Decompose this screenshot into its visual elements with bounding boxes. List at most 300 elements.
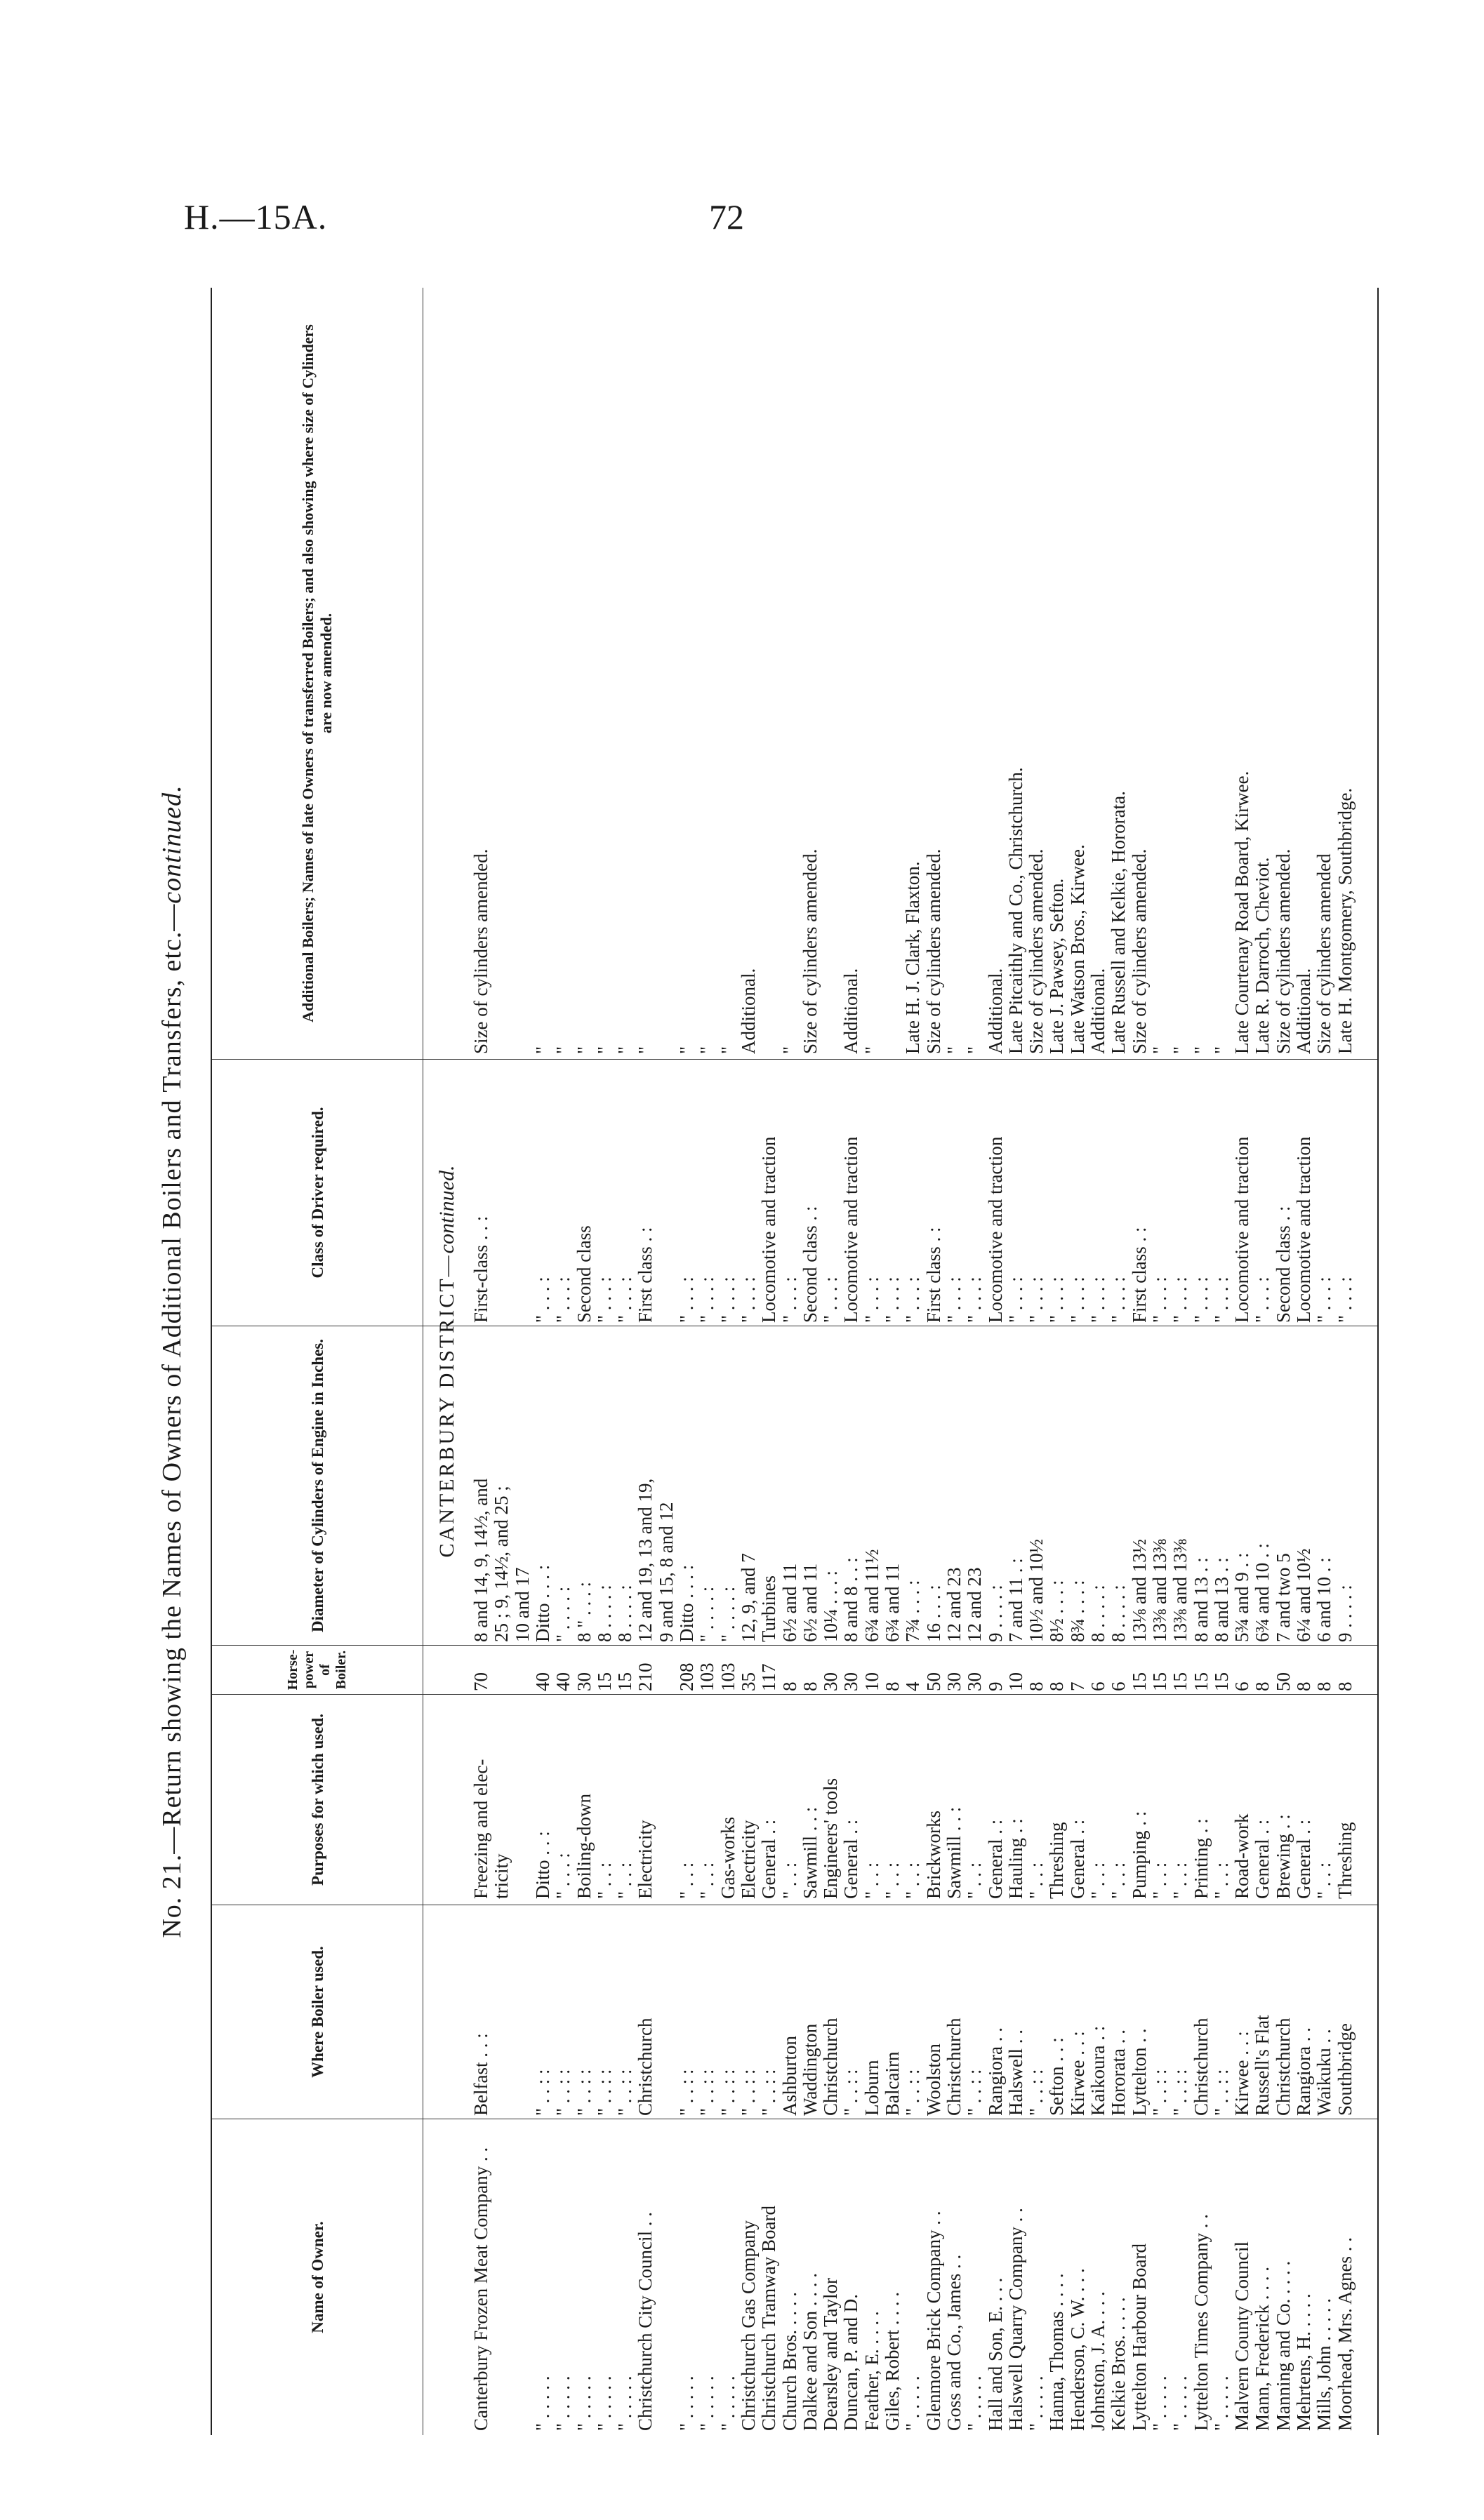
- class-cell: " . . . :: [902, 1276, 924, 1323]
- owner-cell: Hanna, Thomas . . . .: [1046, 2273, 1068, 2431]
- horsepower-cell: 6: [1231, 1681, 1253, 1691]
- table-row: [491, 288, 512, 2435]
- horsepower-cell: 8: [1313, 1681, 1335, 1691]
- where-cell: Loburn: [861, 2060, 882, 2116]
- purpose-cell: Road-work: [1231, 1813, 1253, 1899]
- additional-cell: Late Courtenay Road Board, Kirwee.: [1231, 771, 1253, 1054]
- table-row: [656, 288, 677, 2435]
- class-cell: [512, 1067, 534, 1323]
- where-cell: " . . : :: [552, 2069, 574, 2116]
- owner-cell: " . . . . .: [552, 2375, 574, 2431]
- where-cell: Christchurch: [1190, 2018, 1212, 2116]
- owner-cell: Manning and Co. . . . .: [1272, 2260, 1294, 2431]
- horsepower-cell: 30: [964, 1672, 986, 1691]
- where-cell: Lyttelton . .: [1128, 2028, 1150, 2116]
- table-row: [594, 288, 616, 2435]
- where-cell: Woolston: [922, 2044, 944, 2116]
- additional-cell: [882, 289, 903, 1054]
- class-cell: " . . . :: [882, 1276, 903, 1323]
- class-cell: Locomotive and traction: [758, 1136, 780, 1323]
- purpose-cell: " . . :: [861, 1862, 882, 1899]
- diameter-cell: 8 " . . . :: [573, 1581, 595, 1642]
- additional-cell: Late J. Pawsey, Sefton.: [1046, 878, 1068, 1054]
- additional-cell: Additional.: [984, 968, 1006, 1054]
- diameter-cell: 16 . . . :: [922, 1585, 944, 1642]
- where-cell: Christchurch: [820, 2018, 842, 2116]
- class-cell: " . . . :: [1108, 1276, 1129, 1323]
- class-cell: " . . . :: [964, 1276, 986, 1323]
- table-row: [1334, 288, 1356, 2435]
- owner-cell: " . . . . .: [696, 2375, 718, 2431]
- diameter-cell: 8 and 13 . :: [1210, 1557, 1232, 1642]
- table-row: [779, 288, 801, 2435]
- class-cell: " . . . :: [1313, 1276, 1335, 1323]
- purpose-cell: " . . :: [1170, 1862, 1191, 1899]
- table-row: [943, 288, 965, 2435]
- additional-cell: Additional.: [1293, 968, 1314, 1054]
- horsepower-cell: 208: [676, 1662, 697, 1691]
- purpose-cell: tricity: [491, 1853, 512, 1899]
- where-cell: [512, 1910, 534, 2116]
- additional-cell: Size of cylinders amended.: [799, 848, 821, 1054]
- purpose-cell: " . . :: [1148, 1862, 1170, 1899]
- owner-cell: Goss and Co., James . .: [943, 2254, 965, 2431]
- table-row: [1191, 288, 1212, 2435]
- where-cell: " . . : :: [717, 2069, 738, 2116]
- class-cell: " . . . :: [614, 1276, 636, 1323]
- where-cell: " . . : :: [902, 2069, 924, 2116]
- table-row: [1170, 288, 1191, 2435]
- table-row: [923, 288, 945, 2435]
- diameter-cell: 9 and 15, 8 and 12: [655, 1502, 677, 1642]
- purpose-cell: " . . :: [593, 1862, 615, 1899]
- owner-cell: Johnston, J. A. . . .: [1087, 2291, 1108, 2431]
- additional-cell: [820, 289, 842, 1054]
- purpose-cell: Brewing . :: [1272, 1814, 1294, 1899]
- horsepower-cell: 30: [820, 1672, 842, 1691]
- owner-cell: Christchurch Gas Company: [737, 2220, 759, 2431]
- additional-cell: ": [717, 1046, 738, 1054]
- diameter-cell: 10¼ . . . :: [820, 1570, 842, 1642]
- class-cell: " . . . :: [676, 1276, 697, 1323]
- table-row: [882, 288, 903, 2435]
- where-cell: Rangiora . .: [984, 2027, 1006, 2116]
- where-cell: " . . : :: [614, 2069, 636, 2116]
- purpose-cell: " . . :: [614, 1862, 636, 1899]
- owner-cell: Lyttelton Times Company . .: [1190, 2213, 1212, 2431]
- where-cell: " . . : :: [758, 2069, 780, 2116]
- table-row: [676, 288, 698, 2435]
- additional-cell: ": [779, 1046, 800, 1054]
- additional-cell: Late Watson Bros., Kirwee.: [1066, 844, 1088, 1054]
- col-header-diameter: Diameter of Cylinders of Engine in Inches.: [212, 1326, 423, 1646]
- additional-cell: Size of cylinders amended.: [470, 848, 491, 1054]
- class-cell: Locomotive and traction: [840, 1136, 862, 1323]
- class-cell: Locomotive and traction: [1293, 1136, 1314, 1323]
- additional-cell: Late Russell and Kelkie, Hororata.: [1108, 791, 1129, 1054]
- table-row: [1149, 288, 1171, 2435]
- table-row: [1313, 288, 1335, 2435]
- owner-cell: Mann, Frederick . . . .: [1252, 2267, 1273, 2431]
- class-cell: Second class . :: [799, 1206, 821, 1323]
- class-cell: Second class: [573, 1225, 595, 1323]
- where-cell: " . . : :: [737, 2069, 759, 2116]
- diameter-cell: 9 . . . . :: [1334, 1585, 1356, 1642]
- purpose-cell: Engineers' tools: [820, 1778, 842, 1899]
- table-row: [696, 288, 718, 2435]
- horsepower-cell: 10: [861, 1672, 882, 1691]
- purpose-cell: [656, 1699, 677, 1899]
- purpose-cell: Electricity: [737, 1820, 759, 1899]
- horsepower-cell: 40: [531, 1672, 553, 1691]
- table-row: [985, 288, 1007, 2435]
- diameter-cell: Turbines: [758, 1575, 780, 1642]
- owner-cell: Malvern County Council: [1231, 2241, 1253, 2431]
- diameter-cell: 8 and 8 . . :: [840, 1557, 862, 1642]
- table-row: [1252, 288, 1273, 2435]
- diameter-cell: 13⅜ and 13⅜: [1170, 1539, 1191, 1642]
- diameter-cell: 8 . . . . :: [614, 1585, 636, 1642]
- additional-cell: ": [635, 1046, 656, 1054]
- additional-cell: ": [964, 1046, 986, 1054]
- class-cell: " . . . :: [1190, 1276, 1212, 1323]
- additional-cell: ": [1190, 1046, 1212, 1054]
- owner-cell: " . . . . .: [717, 2375, 738, 2431]
- owner-cell: " . . . . .: [1148, 2375, 1170, 2431]
- additional-cell: Size of cylinders amended.: [922, 848, 944, 1054]
- purpose-cell: " . . :: [779, 1862, 800, 1899]
- additional-cell: Size of cylinders amended.: [1272, 848, 1294, 1054]
- where-cell: Southbridge: [1334, 2023, 1356, 2116]
- diameter-cell: 8 . . . . :: [1087, 1585, 1108, 1642]
- owner-cell: " . . . . .: [614, 2375, 636, 2431]
- horsepower-cell: 15: [1210, 1672, 1232, 1691]
- owner-cell: Giles, Robert . . . .: [882, 2292, 903, 2431]
- table-row: [1129, 288, 1151, 2435]
- additional-cell: ": [614, 1046, 636, 1054]
- diameter-cell: " . . . . :: [552, 1586, 574, 1642]
- title-continued: continued.: [157, 785, 187, 904]
- diameter-cell: 7¾ . . . :: [902, 1580, 924, 1642]
- additional-cell: ": [676, 1046, 697, 1054]
- horsepower-cell: 117: [758, 1663, 780, 1691]
- horsepower-cell: [656, 1648, 677, 1691]
- class-cell: " . . . :: [531, 1276, 553, 1323]
- diameter-cell: 10½ and 10½: [1026, 1539, 1047, 1642]
- class-cell: " . . . :: [593, 1276, 615, 1323]
- table-row: [1293, 288, 1315, 2435]
- owner-cell: Mills, John . . . . .: [1313, 2298, 1335, 2431]
- owner-cell: Halswell Quarry Company . .: [1005, 2208, 1026, 2431]
- table-row: [470, 288, 492, 2435]
- additional-cell: [512, 289, 534, 1054]
- owner-cell: Dalkee and Son . . . .: [799, 2273, 821, 2431]
- where-cell: " . . : :: [531, 2069, 553, 2116]
- table-row: [820, 288, 842, 2435]
- class-cell: " . . . :: [1170, 1276, 1191, 1323]
- class-cell: Locomotive and traction: [984, 1136, 1006, 1323]
- horsepower-cell: 70: [470, 1672, 491, 1691]
- owner-cell: Lyttelton Harbour Board: [1128, 2244, 1150, 2431]
- horsepower-cell: 15: [614, 1672, 636, 1691]
- additional-cell: Additional.: [1087, 968, 1108, 1054]
- purpose-cell: " . . :: [1210, 1862, 1232, 1899]
- additional-cell: Size of cylinders amended.: [1026, 848, 1047, 1054]
- where-cell: " . . : :: [1170, 2069, 1191, 2116]
- additional-cell: ": [1170, 1046, 1191, 1054]
- diameter-cell: Ditto . . . :: [531, 1564, 553, 1642]
- diameter-cell: Ditto . . . :: [676, 1564, 697, 1642]
- horsepower-cell: 35: [737, 1672, 759, 1691]
- horsepower-cell: 4: [902, 1681, 924, 1691]
- owners-table: [211, 288, 1379, 2435]
- where-cell: " . . : :: [1210, 2069, 1232, 2116]
- where-cell: " . . : :: [593, 2069, 615, 2116]
- table-row: [574, 288, 595, 2435]
- purpose-cell: " . . . :: [552, 1853, 574, 1899]
- class-cell: " . . . :: [1005, 1276, 1026, 1323]
- class-cell: " . . . :: [1066, 1276, 1088, 1323]
- horsepower-cell: 8: [1334, 1681, 1356, 1691]
- where-cell: Belfast . . :: [470, 2033, 491, 2116]
- horsepower-cell: 8: [799, 1681, 821, 1691]
- diameter-cell: " . . . . :: [717, 1586, 738, 1642]
- diameter-cell: 6¾ and 11: [882, 1563, 903, 1642]
- horsepower-cell: 15: [1190, 1672, 1212, 1691]
- table-row: [552, 288, 574, 2435]
- owner-cell: " . . . . .: [1210, 2375, 1232, 2431]
- table-row: [532, 288, 554, 2435]
- table-row: [1005, 288, 1027, 2435]
- page-number: 72: [709, 197, 744, 236]
- purpose-cell: " . . :: [1026, 1862, 1047, 1899]
- col-header-purpose: Purposes for which used.: [212, 1695, 423, 1905]
- where-cell: Christchurch: [943, 2018, 965, 2116]
- class-cell: " . . . :: [717, 1276, 738, 1323]
- class-cell: First-class . . :: [470, 1215, 491, 1323]
- rotated-table-page: [147, 288, 1397, 2435]
- diameter-cell: 5¾ and 9 . :: [1231, 1552, 1253, 1642]
- class-cell: " . . . :: [1046, 1276, 1068, 1323]
- class-cell: " . . . :: [1334, 1276, 1356, 1323]
- class-cell: " . . . :: [779, 1276, 800, 1323]
- where-cell: Balcairn: [882, 2051, 903, 2116]
- owner-cell: Glenmore Brick Company . .: [922, 2211, 944, 2431]
- purpose-cell: " . . :: [964, 1862, 986, 1899]
- table-row: [635, 288, 656, 2435]
- purpose-cell: General . :: [758, 1819, 780, 1899]
- horsepower-cell: 103: [717, 1662, 738, 1691]
- additional-cell: Late Pitcaithly and Co., Christchurch.: [1005, 767, 1026, 1054]
- purpose-cell: Printing . :: [1190, 1818, 1212, 1899]
- owner-cell: Duncan, P. and D.: [840, 2294, 862, 2431]
- title-text: No. 21.—Return showing the Names of Owners of Additional Boilers and Transfers, etc.—: [157, 903, 187, 1938]
- owner-cell: " . . . . .: [1170, 2375, 1191, 2431]
- purpose-cell: Ditto . . :: [531, 1831, 553, 1899]
- col-header-owner: Name of Owner.: [308, 2221, 326, 2333]
- owner-cell: Canterbury Frozen Meat Company . .: [470, 2147, 491, 2431]
- purpose-cell: Threshing: [1046, 1822, 1068, 1899]
- purpose-cell: Sawmill . . :: [799, 1806, 821, 1899]
- owner-cell: [656, 2126, 677, 2431]
- class-cell: Locomotive and traction: [1231, 1136, 1253, 1323]
- purpose-cell: " . . :: [1313, 1862, 1335, 1899]
- diameter-cell: " . . . . :: [696, 1586, 718, 1642]
- owner-cell: " . . . . .: [902, 2375, 924, 2431]
- purpose-cell: Brickworks: [922, 1811, 944, 1899]
- purpose-cell: General . :: [984, 1819, 1006, 1899]
- where-cell: Rangiora . .: [1293, 2027, 1314, 2116]
- additional-cell: ": [861, 1046, 882, 1054]
- diameter-cell: 13⅛ and 13½: [1128, 1539, 1150, 1642]
- owner-cell: " . . . . .: [676, 2375, 697, 2431]
- where-cell: " . . : :: [1026, 2069, 1047, 2116]
- table-row: [1211, 288, 1233, 2435]
- purpose-cell: Sawmill . . :: [943, 1806, 965, 1899]
- horsepower-cell: [491, 1648, 512, 1691]
- owner-cell: [512, 2126, 534, 2431]
- where-cell: " . . : :: [676, 2069, 697, 2116]
- purpose-cell: " . . :: [902, 1862, 924, 1899]
- owner-cell: Kelkie Bros. . . . .: [1108, 2297, 1129, 2431]
- diameter-cell: 8 and 13 . :: [1190, 1557, 1212, 1642]
- table-row: [800, 288, 821, 2435]
- col-header-class: Class of Driver required.: [212, 1060, 423, 1326]
- owner-cell: Dearsley and Taylor: [820, 2277, 842, 2431]
- diameter-cell: 10 and 17: [511, 1567, 533, 1642]
- purpose-cell: " . . :: [1108, 1862, 1129, 1899]
- additional-cell: ": [696, 1046, 718, 1054]
- class-cell: " . . . :: [696, 1276, 718, 1323]
- diameter-cell: 8 and 14, 9, 14½, and: [470, 1478, 491, 1642]
- purpose-cell: General . :: [1252, 1819, 1273, 1899]
- owner-cell: Feather, E. . . . .: [861, 2311, 882, 2431]
- owner-cell: " . . . . .: [573, 2375, 595, 2431]
- purpose-cell: Freezing and elec-: [470, 1759, 491, 1899]
- class-cell: " . . . :: [737, 1276, 759, 1323]
- horsepower-cell: 30: [943, 1672, 965, 1691]
- horsepower-cell: 15: [1128, 1672, 1150, 1691]
- where-cell: [491, 1910, 512, 2116]
- horsepower-cell: 9: [984, 1681, 1006, 1691]
- where-cell: Ashburton: [779, 2036, 800, 2116]
- additional-cell: [758, 289, 780, 1054]
- where-cell: Kaikoura . :: [1087, 2025, 1108, 2116]
- class-cell: " . . . :: [1252, 1276, 1273, 1323]
- purpose-cell: Boiling-down: [573, 1793, 595, 1899]
- diameter-cell: 6¼ and 10½: [1293, 1548, 1314, 1642]
- class-cell: " . . . :: [1087, 1276, 1108, 1323]
- purpose-cell: " . . :: [676, 1862, 697, 1899]
- additional-cell: ": [1148, 1046, 1170, 1054]
- purpose-cell: " . . :: [696, 1862, 718, 1899]
- additional-cell: [656, 289, 677, 1054]
- where-cell: " . . : :: [573, 2069, 595, 2116]
- purpose-cell: General . :: [1066, 1819, 1088, 1899]
- owner-cell: " . . . . .: [593, 2375, 615, 2431]
- where-cell: Hororata . .: [1108, 2029, 1129, 2116]
- table-row: [1273, 288, 1294, 2435]
- table-row: [1046, 288, 1068, 2435]
- horsepower-cell: 8: [1252, 1681, 1273, 1691]
- where-cell: " . . : :: [1148, 2069, 1170, 2116]
- owner-cell: Mehrtens, H. . . . .: [1293, 2293, 1314, 2431]
- page-code: H.—15A.: [184, 197, 328, 236]
- class-cell: " . . . :: [1210, 1276, 1232, 1323]
- purpose-cell: " . . :: [882, 1862, 903, 1899]
- table-row: [1067, 288, 1089, 2435]
- horsepower-cell: 10: [1005, 1672, 1026, 1691]
- where-cell: Christchurch: [635, 2018, 656, 2116]
- purpose-cell: Hauling . :: [1005, 1818, 1026, 1899]
- additional-cell: Additional.: [737, 968, 759, 1054]
- diameter-cell: 6 and 10 . :: [1313, 1557, 1335, 1642]
- horsepower-cell: 210: [635, 1662, 656, 1691]
- table-row: [758, 288, 780, 2435]
- horsepower-cell: 8: [1046, 1681, 1068, 1691]
- purpose-cell: Electricity: [635, 1820, 656, 1899]
- col-header-where: Where Boiler used.: [212, 1905, 423, 2119]
- horsepower-cell: 7: [1066, 1681, 1088, 1691]
- table-row: [840, 288, 862, 2435]
- class-cell: " . . . :: [943, 1276, 965, 1323]
- owner-cell: Henderson, C. W. . . .: [1066, 2268, 1088, 2431]
- horsepower-cell: 30: [840, 1672, 862, 1691]
- owner-cell: " . . . . .: [531, 2375, 553, 2431]
- additional-cell: Size of cylinders amended: [1313, 853, 1335, 1054]
- diameter-cell: 13⅜ and 13⅜: [1148, 1539, 1170, 1642]
- owner-cell: Christchurch City Council . .: [635, 2212, 656, 2431]
- horsepower-cell: [512, 1648, 534, 1691]
- class-cell: " . . . :: [861, 1276, 882, 1323]
- diameter-cell: 12 and 19, 13 and 19,: [635, 1478, 656, 1642]
- table-row: [1231, 288, 1253, 2435]
- diameter-cell: 8¾ . . . :: [1066, 1580, 1088, 1642]
- col-header-additional: Additional Boilers; Names of late Owners of transferred Boilers; and also showing where size of Cylinders are now amended.: [212, 288, 423, 1060]
- diameter-cell: 6½ and 11: [799, 1563, 821, 1642]
- owner-cell: Church Bros. . . . .: [779, 2292, 800, 2431]
- horsepower-cell: 6: [1108, 1681, 1129, 1691]
- class-cell: Second class . :: [1272, 1206, 1294, 1323]
- diameter-cell: 8½ . . . :: [1046, 1580, 1068, 1642]
- table-row: [1026, 288, 1047, 2435]
- where-cell: Kirwee . . :: [1231, 2031, 1253, 2116]
- additional-cell: ": [593, 1046, 615, 1054]
- horsepower-cell: 8: [779, 1681, 800, 1691]
- table-row: [1108, 288, 1129, 2435]
- additional-cell: Additional.: [840, 968, 862, 1054]
- class-cell: " . . . :: [1148, 1276, 1170, 1323]
- horsepower-cell: 15: [1148, 1672, 1170, 1691]
- horsepower-cell: 15: [593, 1672, 615, 1691]
- purpose-cell: General . :: [1293, 1819, 1314, 1899]
- purpose-cell: [512, 1699, 534, 1899]
- where-cell: Halswell . .: [1005, 2029, 1026, 2116]
- class-cell: First class . :: [635, 1227, 656, 1323]
- where-cell: [656, 1910, 677, 2116]
- diameter-cell: 12, 9, and 7: [737, 1553, 759, 1642]
- district-continued: continued.: [435, 1165, 458, 1254]
- table-row: [964, 288, 986, 2435]
- class-cell: First class . :: [922, 1227, 944, 1323]
- where-cell: " . . : :: [840, 2069, 862, 2116]
- purpose-cell: General . :: [840, 1819, 862, 1899]
- additional-cell: ": [943, 1046, 965, 1054]
- table-row: [1087, 288, 1109, 2435]
- additional-cell: Late H. Montgomery, Southbridge.: [1334, 787, 1356, 1054]
- diameter-cell: 12 and 23: [943, 1567, 965, 1642]
- purpose-cell: Gas-works: [717, 1817, 738, 1899]
